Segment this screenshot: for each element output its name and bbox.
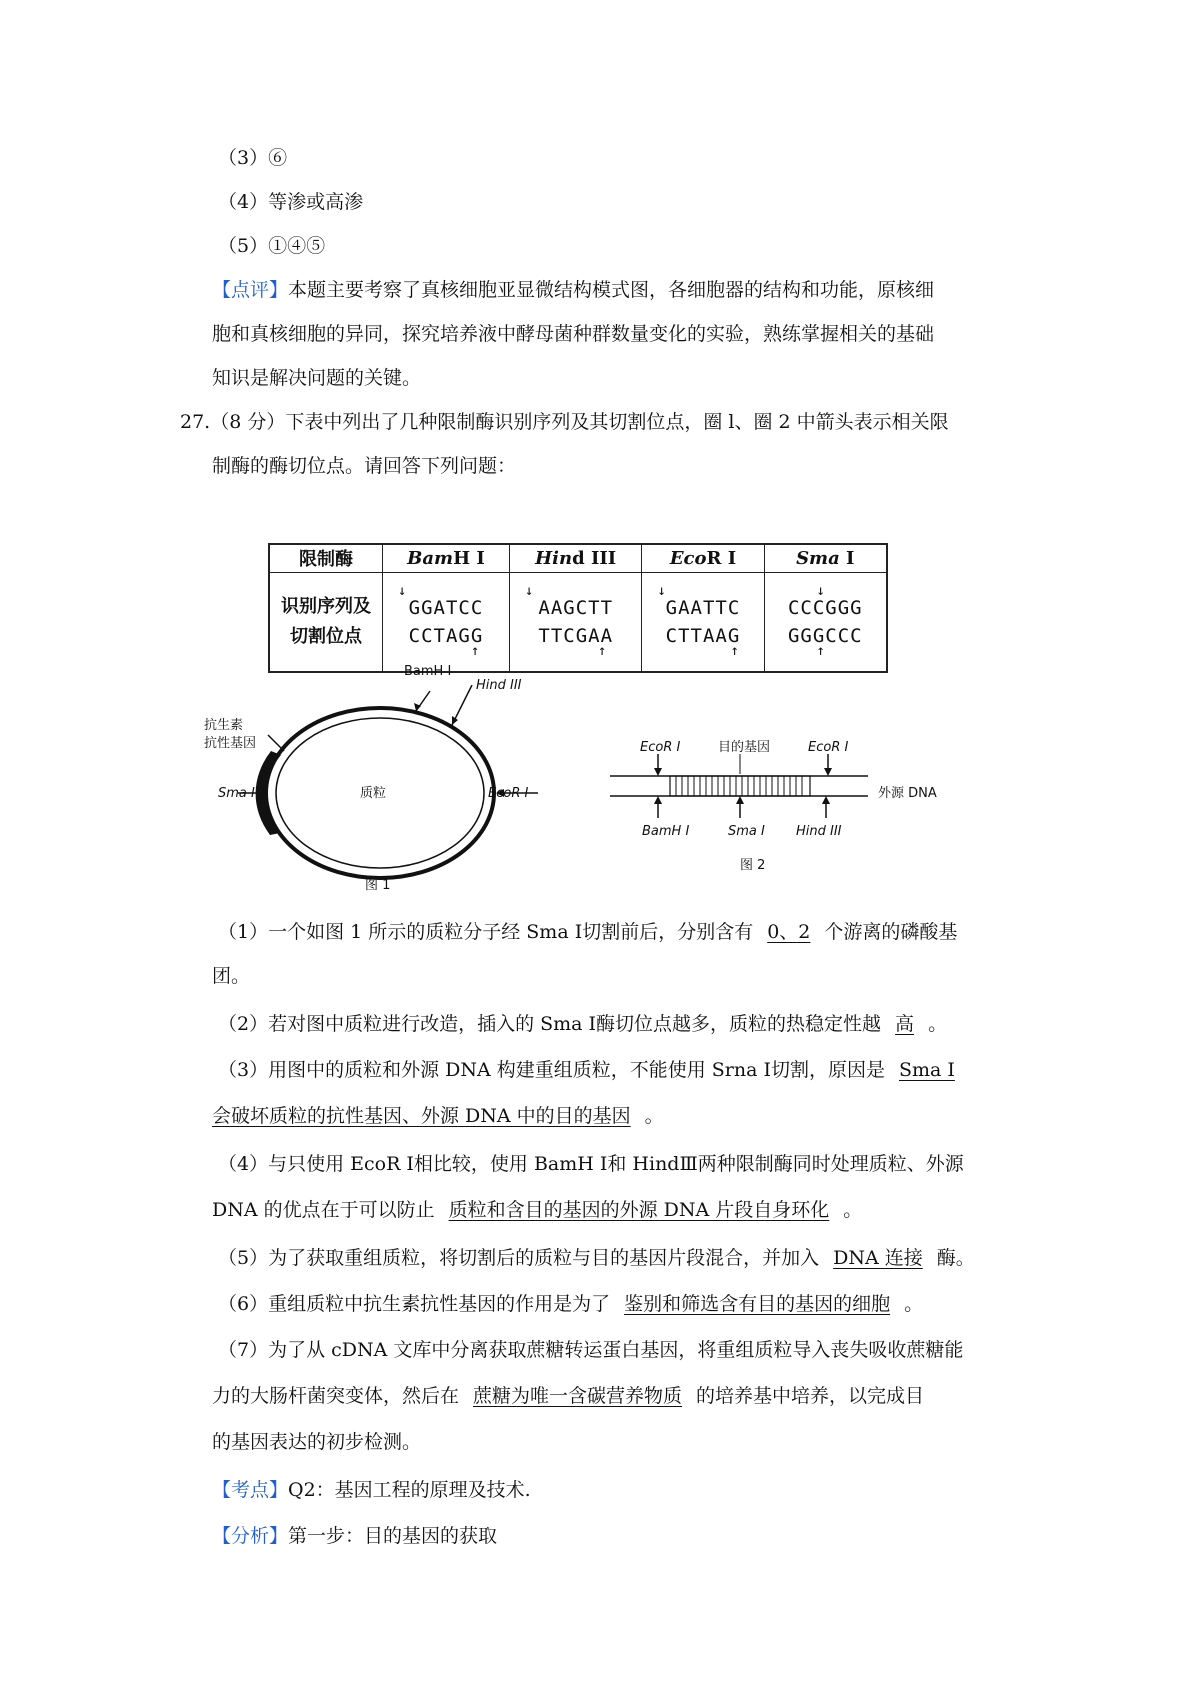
sub-q5: （5）为了获取重组质粒，将切割后的质粒与目的基因片段混合，并加入 DNA 连接 酶。 <box>218 1247 975 1269</box>
sub-q1: （1）一个如图 1 所示的质粒分子经 Sma Ⅰ切割前后，分别含有 0、2 个游离的磷酸基 <box>218 921 958 943</box>
answer-q4: 质粒和含目的基因的外源 DNA 片段自身环化 <box>448 1199 830 1221</box>
fig1-ecori-label: EcoR I <box>488 786 529 801</box>
fig1-smai-label: Sma I <box>218 786 255 801</box>
table-header-enzyme: 限制酶 <box>269 544 383 572</box>
table-cell-smai: ↓ CCCGGG GGGCCC ↑ <box>764 572 887 672</box>
table-row-label: 识别序列及 切割位点 <box>269 572 383 672</box>
table-cell-bamhi: ↓ GGATCC CCTAGG ↑ <box>383 572 510 672</box>
answer-4: （4）等渗或高渗 <box>218 191 364 213</box>
answer-q6: 鉴别和筛选含有目的基因的细胞 <box>624 1293 891 1315</box>
fenxi-tag: 【分析】 <box>212 1525 289 1547</box>
kaodian-line: 【考点】Q2：基因工程的原理及技术. <box>212 1479 531 1501</box>
fig2-caption: 图 2 <box>740 858 766 873</box>
table-header-bamhi: BamH I <box>383 544 510 572</box>
sub-q3-line-2: 会破坏质粒的抗性基因、外源 DNA 中的目的基因 。 <box>212 1105 664 1127</box>
comment-line-2: 胞和真核细胞的异同，探究培养液中酵母菌种群数量变化的实验，熟练掌握相关的基础 <box>212 323 935 345</box>
table-header-hindiii: Hind III <box>509 544 641 572</box>
sub-q7-line-3: 的基因表达的初步检测。 <box>212 1431 422 1453</box>
answer-3: （3）⑥ <box>218 147 288 169</box>
fig2-hindiii-label: Hind III <box>796 824 842 839</box>
sub-q1-line-2: 团。 <box>212 965 251 987</box>
fig1-gene-label-1: 抗生素 <box>204 718 244 733</box>
fig2-bamhi-label: BamH I <box>642 824 690 839</box>
comment-tag: 【点评】 <box>212 279 289 301</box>
fig2-ecori-left-label: EcoR I <box>640 740 681 755</box>
enzyme-table <box>268 543 888 673</box>
answer-5: （5）①④⑤ <box>218 235 326 257</box>
answer-q1: 0、2 <box>767 921 811 943</box>
answer-q2: 高 <box>895 1013 915 1035</box>
answer-q3-part-1: Sma Ⅰ <box>899 1059 955 1081</box>
fig1-plasmid-label: 质粒 <box>360 786 387 801</box>
answer-q3-part-2: 会破坏质粒的抗性基因、外源 DNA 中的目的基因 <box>212 1105 631 1127</box>
sub-q2: （2）若对图中质粒进行改造，插入的 Sma Ⅰ酶切位点越多，质粒的热稳定性越 高 。 <box>218 1013 948 1035</box>
sub-q7-line-2: 力的大肠杆菌突变体，然后在 蔗糖为唯一含碳营养物质 的培养基中培养，以完成目 <box>212 1385 925 1407</box>
fenxi-line: 【分析】第一步：目的基因的获取 <box>212 1525 498 1547</box>
sub-q6: （6）重组质粒中抗生素抗性基因的作用是为了 鉴别和筛选含有目的基因的细胞 。 <box>218 1293 924 1315</box>
fig1-bamhi-label: BamH I <box>404 664 452 679</box>
answer-q7: 蔗糖为唯一含碳营养物质 <box>473 1385 683 1407</box>
fig1-gene-label-2: 抗性基因 <box>204 736 257 751</box>
sub-q4-line-2: DNA 的优点在于可以防止 质粒和含目的基因的外源 DNA 片段自身环化 。 <box>212 1199 863 1221</box>
comment-line-1: 【点评】本题主要考察了真核细胞亚显微结构模式图，各细胞器的结构和功能，原核细 <box>212 279 935 301</box>
fig1-caption: 图 1 <box>365 878 391 893</box>
question-line-2: 制酶的酶切位点。请回答下列问题： <box>212 455 517 477</box>
sub-q7: （7）为了从 cDNA 文库中分离获取蔗糖转运蛋白基因，将重组质粒导入丧失吸收蔗糖能 <box>218 1339 964 1361</box>
fig1-hindiii-label: Hind III <box>476 678 522 693</box>
fig2-smai-label: Sma I <box>728 824 765 839</box>
fig2-ecori-right-label: EcoR I <box>808 740 849 755</box>
table-header-ecori: EcoR I <box>642 544 764 572</box>
kaodian-tag: 【考点】 <box>212 1479 289 1501</box>
fig2-target-gene-label: 目的基因 <box>718 740 771 755</box>
sub-q4: （4）与只使用 EcoR Ⅰ相比较，使用 BamH Ⅰ和 HindⅢ两种限制酶同时处理质粒、外源 <box>218 1153 964 1175</box>
question-line-1: 27.（8 分）下表中列出了几种限制酶识别序列及其切割位点，圈 l、圈 2 中箭头表示相关限 <box>180 411 949 433</box>
table-cell-hindiii: ↓ AAGCTT TTCGAA ↑ <box>509 572 641 672</box>
table-cell-ecori: ↓ GAATTC CTTAAG ↑ <box>642 572 764 672</box>
sub-q3: （3）用图中的质粒和外源 DNA 构建重组质粒，不能使用 Srna Ⅰ切割，原因是 Sma Ⅰ <box>218 1059 955 1081</box>
fig2-foreign-dna-label: 外源 DNA <box>878 786 937 801</box>
answer-q5: DNA 连接 <box>833 1247 923 1269</box>
comment-line-3: 知识是解决问题的关键。 <box>212 367 422 389</box>
table-header-smai: Sma I <box>764 544 887 572</box>
